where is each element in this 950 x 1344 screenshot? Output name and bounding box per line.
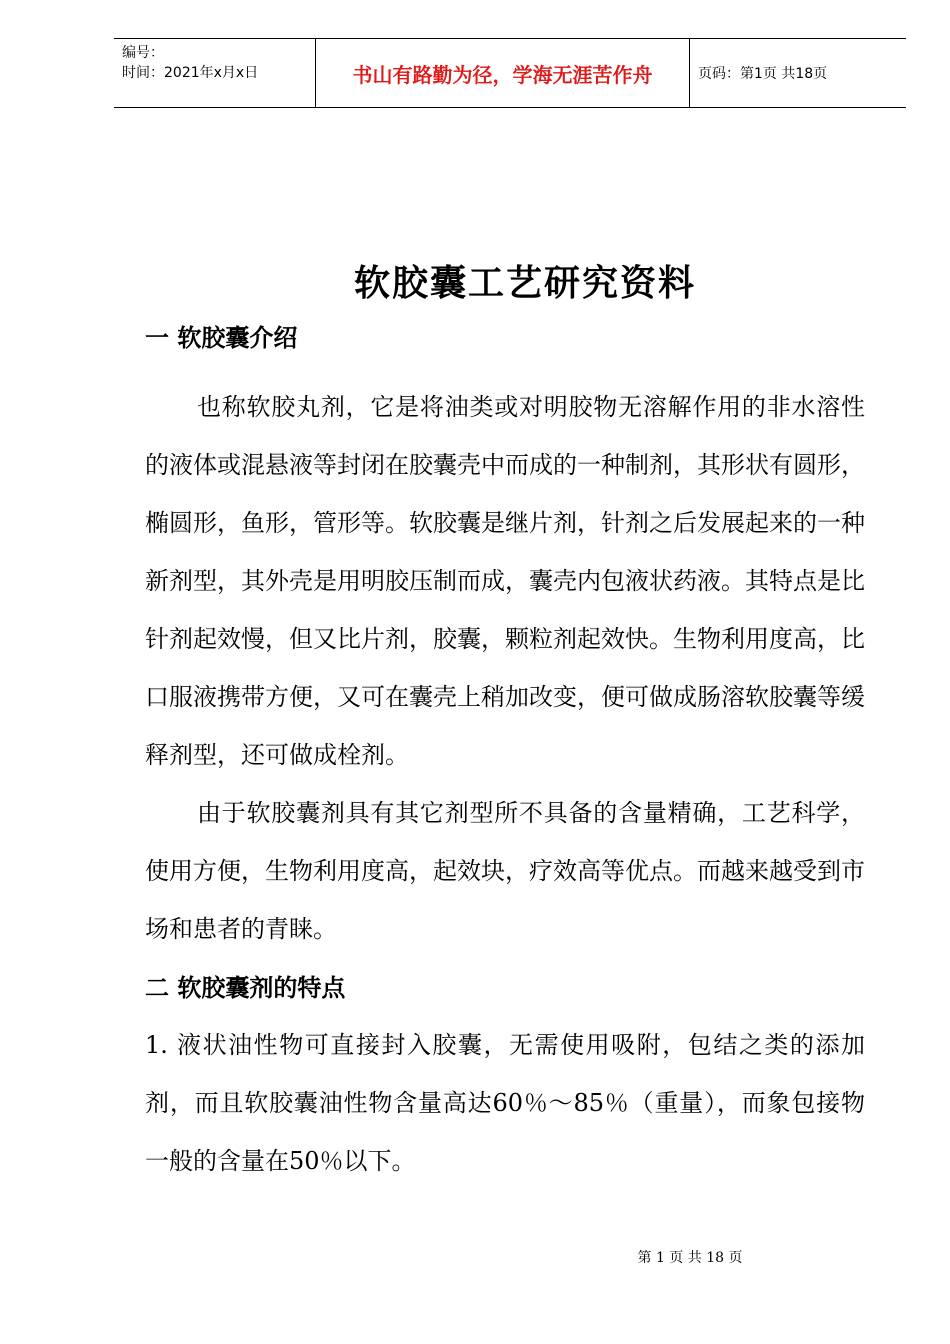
number-label: 编号： <box>122 45 164 61</box>
section-heading-1: 一 软胶囊介绍 <box>145 324 298 352</box>
time-label: 时间：2021年x月x日 <box>122 65 259 81</box>
document-title: 软胶囊工艺研究资料 <box>353 262 696 304</box>
header-table <box>114 38 906 108</box>
header-info-cell <box>114 39 316 107</box>
page-footer: 第 1 页 共 18 页 <box>637 1250 743 1266</box>
list-item-1: 1. 液状油性物可直接封入胶囊，无需使用吸附，包结之类的添加剂，而且软胶囊油性物含量高达60％～85％（重量），而象包接物一般的含量在50％以下。 <box>145 1031 865 1175</box>
motto: 书山有路勤为径，学海无涯苦作舟 <box>316 39 690 107</box>
page-label: 页码：第1页 共18页 <box>698 66 828 82</box>
paragraph-2: 由于软胶囊剂具有其它剂型所不具备的含量精确，工艺科学，使用方便，生物利用度高，起效块，疗效高等优点。而越来越受到市场和患者的青睐。 <box>145 799 865 943</box>
document-body <box>145 318 865 1190</box>
section-heading-2: 二 软胶囊剂的特点 <box>145 974 346 1002</box>
paragraph-1: 也称软胶丸剂，它是将油类或对明胶物无溶解作用的非水溶性的液体或混悬液等封闭在胶囊壳中而成的一种制剂，其形状有圆形，椭圆形，鱼形，管形等。软胶囊是继片剂，针剂之后发展起来的一种新剂型，其外壳是用明胶压制而成，囊壳内包液状药液。其特点是比针剂起效慢，但又比片剂，胶囊，颗粒剂起效快。生物利用度高，比口服液携带方便，又可在囊壳上稍加改变，便可做成肠溶软胶囊等缓释剂型，还可做成栓剂。 <box>145 393 865 769</box>
